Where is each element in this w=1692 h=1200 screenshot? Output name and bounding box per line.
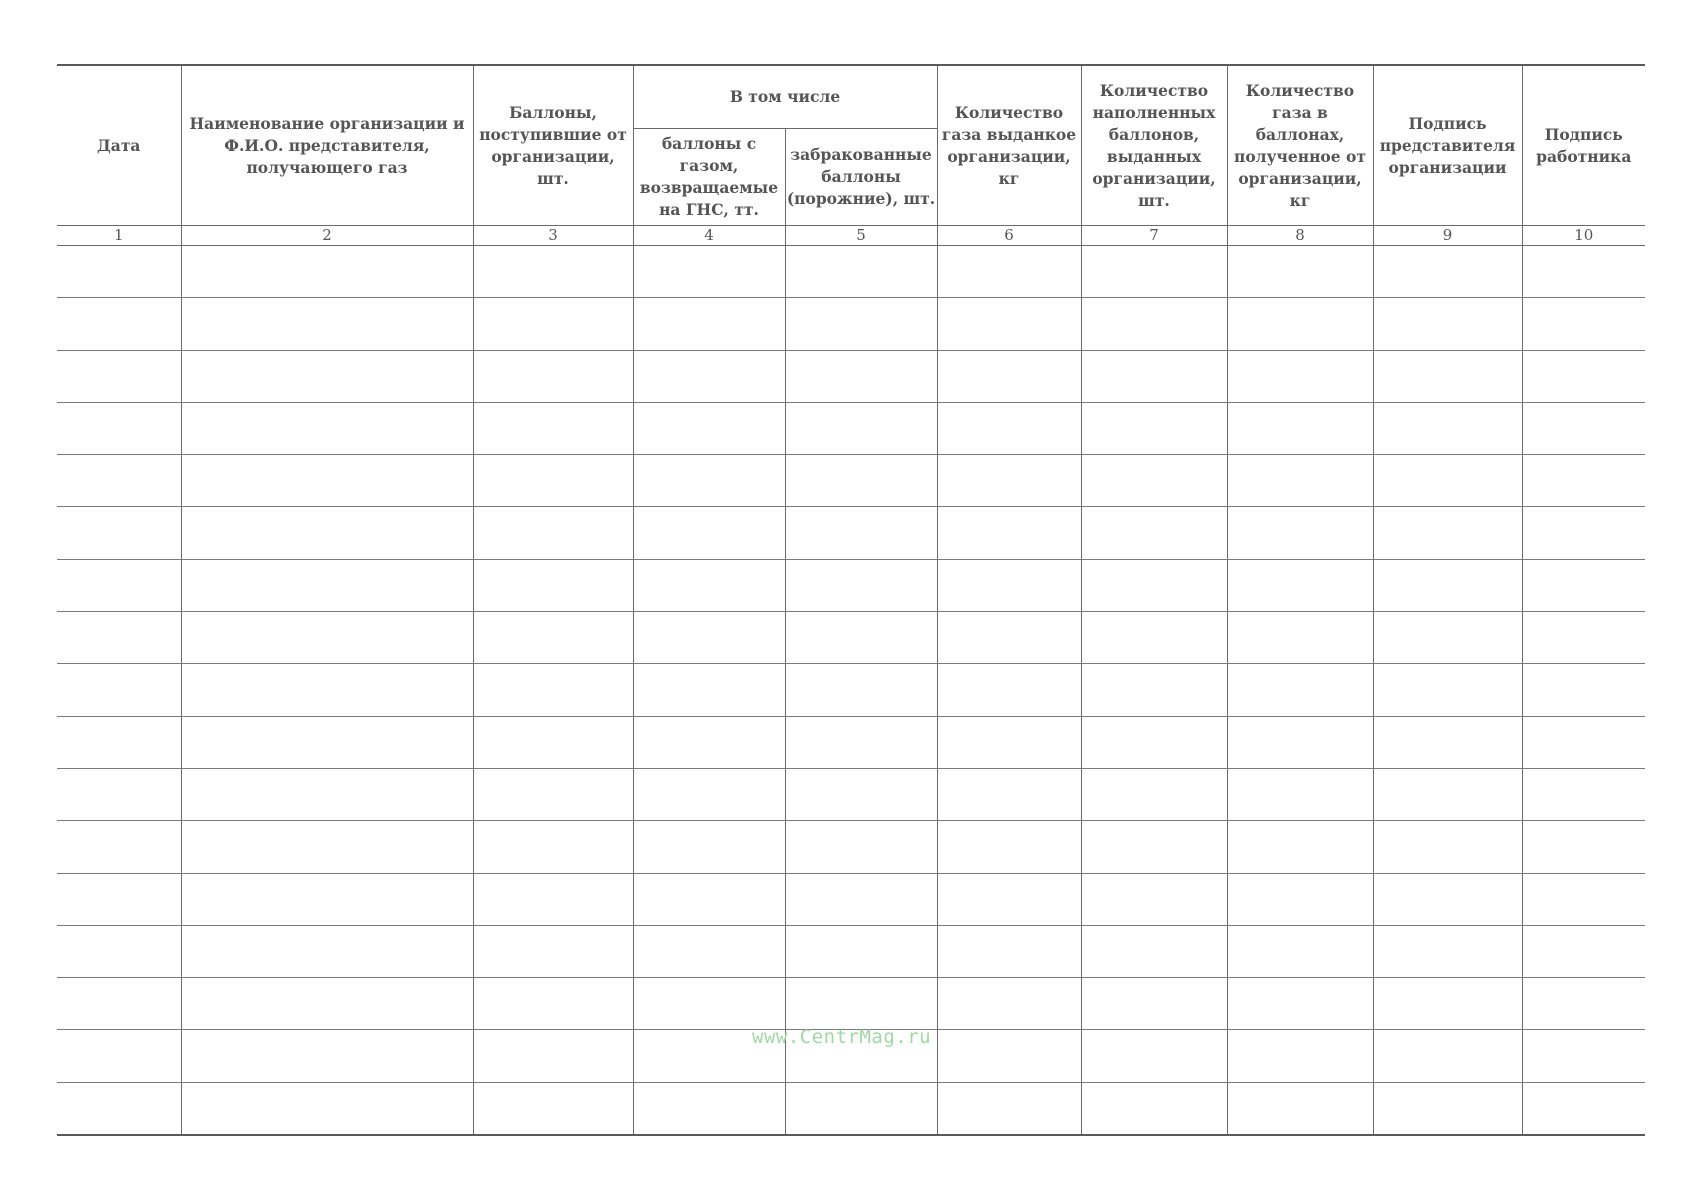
column-number: 9	[1373, 226, 1522, 246]
table-cell[interactable]	[1227, 925, 1373, 977]
table-cell[interactable]	[1081, 873, 1227, 925]
table-cell[interactable]	[1522, 455, 1645, 507]
table-cell[interactable]	[1522, 978, 1645, 1030]
table-row	[57, 246, 1645, 298]
journal-table	[57, 64, 1645, 1136]
table-cell[interactable]	[57, 298, 181, 350]
table-cell[interactable]	[181, 1030, 473, 1082]
table-cell[interactable]	[937, 664, 1081, 716]
table-cell[interactable]	[633, 507, 785, 559]
table-cell[interactable]	[1522, 402, 1645, 454]
table-row	[57, 402, 1645, 454]
table-cell[interactable]	[57, 768, 181, 820]
table-cell[interactable]	[785, 716, 937, 768]
header-row	[57, 65, 1645, 129]
table-cell[interactable]	[181, 768, 473, 820]
table-cell[interactable]	[633, 559, 785, 611]
column-number-row	[57, 226, 1645, 246]
column-number: 1	[57, 226, 181, 246]
table-cell[interactable]	[937, 978, 1081, 1030]
table-cell[interactable]	[181, 455, 473, 507]
table-cell[interactable]	[785, 768, 937, 820]
table-cell[interactable]	[473, 664, 633, 716]
table-cell[interactable]	[785, 246, 937, 298]
table-row	[57, 978, 1645, 1030]
table-cell[interactable]	[57, 978, 181, 1030]
table-cell[interactable]	[1522, 1082, 1645, 1135]
table-cell[interactable]	[633, 402, 785, 454]
table-cell[interactable]	[473, 768, 633, 820]
table-cell[interactable]	[57, 1082, 181, 1135]
table-cell[interactable]	[57, 402, 181, 454]
table-cell[interactable]	[1227, 402, 1373, 454]
table-cell[interactable]	[181, 978, 473, 1030]
column-number: 3	[473, 226, 633, 246]
table-cell[interactable]	[1081, 925, 1227, 977]
table-cell[interactable]	[473, 559, 633, 611]
table-cell[interactable]	[633, 350, 785, 402]
table-cell[interactable]	[57, 455, 181, 507]
table-cell[interactable]	[1081, 821, 1227, 873]
table-cell[interactable]	[57, 612, 181, 664]
table-cell[interactable]	[1373, 350, 1522, 402]
table-cell[interactable]	[181, 350, 473, 402]
table-cell[interactable]	[785, 821, 937, 873]
table-cell[interactable]	[1522, 559, 1645, 611]
table-cell[interactable]	[633, 768, 785, 820]
table-cell[interactable]	[57, 716, 181, 768]
header-including: В том числе	[633, 65, 937, 129]
table-cell[interactable]	[937, 1082, 1081, 1135]
table-cell[interactable]	[1081, 978, 1227, 1030]
table-cell[interactable]	[785, 298, 937, 350]
table-cell[interactable]	[181, 246, 473, 298]
header-filled-cylinders-issued: Количество наполненных баллонов, выданных организации, шт.	[1081, 65, 1227, 226]
table-cell[interactable]	[937, 455, 1081, 507]
table-cell[interactable]	[181, 925, 473, 977]
header-date: Дата	[57, 65, 181, 226]
table-cell[interactable]	[473, 246, 633, 298]
table-cell[interactable]	[785, 402, 937, 454]
table-cell[interactable]	[1081, 455, 1227, 507]
table-cell[interactable]	[57, 1030, 181, 1082]
table-cell[interactable]	[633, 925, 785, 977]
table-cell[interactable]	[181, 298, 473, 350]
table-row	[57, 350, 1645, 402]
table-cell[interactable]	[1522, 612, 1645, 664]
table-cell[interactable]	[633, 664, 785, 716]
table-cell[interactable]	[57, 821, 181, 873]
table-cell[interactable]	[57, 664, 181, 716]
table-cell[interactable]	[473, 716, 633, 768]
table-cell[interactable]	[1081, 559, 1227, 611]
table-cell[interactable]	[937, 559, 1081, 611]
table-row	[57, 821, 1645, 873]
table-cell[interactable]	[633, 298, 785, 350]
table-cell[interactable]	[785, 664, 937, 716]
table-cell[interactable]	[633, 455, 785, 507]
table-cell[interactable]	[937, 298, 1081, 350]
table-row	[57, 1082, 1645, 1135]
table-cell[interactable]	[633, 246, 785, 298]
column-number: 10	[1522, 226, 1645, 246]
table-cell[interactable]	[1227, 507, 1373, 559]
table-cell[interactable]	[181, 1082, 473, 1135]
table-row	[57, 768, 1645, 820]
table-cell[interactable]	[1227, 612, 1373, 664]
table-cell[interactable]	[785, 350, 937, 402]
table-cell[interactable]	[1373, 455, 1522, 507]
table-cell[interactable]	[1373, 1082, 1522, 1135]
table-cell[interactable]	[1522, 507, 1645, 559]
table-cell[interactable]	[1081, 246, 1227, 298]
table-cell[interactable]	[1522, 246, 1645, 298]
table-cell[interactable]	[785, 925, 937, 977]
table-cell[interactable]	[473, 925, 633, 977]
table-cell[interactable]	[1081, 402, 1227, 454]
table-cell[interactable]	[57, 559, 181, 611]
column-number: 7	[1081, 226, 1227, 246]
table-cell[interactable]	[473, 873, 633, 925]
table-cell[interactable]	[1081, 298, 1227, 350]
table-cell[interactable]	[937, 873, 1081, 925]
table-cell[interactable]	[1227, 350, 1373, 402]
table-cell[interactable]	[473, 821, 633, 873]
table-cell[interactable]	[937, 716, 1081, 768]
table-cell[interactable]	[1081, 612, 1227, 664]
table-cell[interactable]	[1373, 664, 1522, 716]
table-cell[interactable]	[57, 246, 181, 298]
header-gas-received: Количество газа в баллонах, полученное от организации, кг	[1227, 65, 1373, 226]
table-cell[interactable]	[785, 507, 937, 559]
table-cell[interactable]	[937, 925, 1081, 977]
table-cell[interactable]	[1227, 1030, 1373, 1082]
table-cell[interactable]	[1373, 1030, 1522, 1082]
table-cell[interactable]	[1522, 925, 1645, 977]
table-cell[interactable]	[1081, 716, 1227, 768]
table-cell[interactable]	[1373, 716, 1522, 768]
table-cell[interactable]	[1373, 612, 1522, 664]
table-cell[interactable]	[1081, 1082, 1227, 1135]
table-cell[interactable]	[181, 402, 473, 454]
table-cell[interactable]	[937, 350, 1081, 402]
table-cell[interactable]	[1373, 507, 1522, 559]
table-cell[interactable]	[473, 612, 633, 664]
header-rejected: забракованные баллоны (порожние), шт.	[785, 129, 937, 226]
table-cell[interactable]	[473, 298, 633, 350]
journal-form	[57, 64, 1645, 1136]
table-row	[57, 298, 1645, 350]
table-cell[interactable]	[1227, 1082, 1373, 1135]
table-cell[interactable]	[1522, 350, 1645, 402]
table-cell[interactable]	[181, 716, 473, 768]
table-cell[interactable]	[1227, 821, 1373, 873]
table-cell[interactable]	[57, 873, 181, 925]
table-cell[interactable]	[633, 1082, 785, 1135]
header-rep-signature: Подпись представителя организации	[1373, 65, 1522, 226]
table-cell[interactable]	[1522, 664, 1645, 716]
table-row	[57, 455, 1645, 507]
table-row	[57, 873, 1645, 925]
table-row	[57, 612, 1645, 664]
table-cell[interactable]	[473, 978, 633, 1030]
table-cell[interactable]	[1522, 298, 1645, 350]
table-cell[interactable]	[785, 873, 937, 925]
table-cell[interactable]	[937, 246, 1081, 298]
table-cell[interactable]	[181, 821, 473, 873]
header-gas-issued: Количество газа выданкое организации, кг	[937, 65, 1081, 226]
table-cell[interactable]	[1373, 925, 1522, 977]
column-number: 4	[633, 226, 785, 246]
header-worker-signature: Подпись работника	[1522, 65, 1645, 226]
table-cell[interactable]	[1522, 873, 1645, 925]
table-cell[interactable]	[785, 1082, 937, 1135]
table-cell[interactable]	[473, 402, 633, 454]
table-cell[interactable]	[181, 559, 473, 611]
table-cell[interactable]	[937, 1030, 1081, 1082]
header-received-cylinders: Баллоны, поступившие от организации, шт.	[473, 65, 633, 226]
table-cell[interactable]	[1227, 978, 1373, 1030]
column-number: 2	[181, 226, 473, 246]
table-cell[interactable]	[1373, 873, 1522, 925]
table-cell[interactable]	[633, 873, 785, 925]
table-cell[interactable]	[1373, 821, 1522, 873]
table-cell[interactable]	[181, 612, 473, 664]
table-cell[interactable]	[1373, 978, 1522, 1030]
table-cell[interactable]	[633, 716, 785, 768]
table-row	[57, 716, 1645, 768]
table-cell[interactable]	[633, 821, 785, 873]
table-cell[interactable]	[785, 455, 937, 507]
table-cell[interactable]	[1081, 1030, 1227, 1082]
table-cell[interactable]	[1227, 873, 1373, 925]
table-cell[interactable]	[1227, 559, 1373, 611]
table-cell[interactable]	[57, 507, 181, 559]
table-cell[interactable]	[1373, 768, 1522, 820]
table-cell[interactable]	[473, 1030, 633, 1082]
table-cell[interactable]	[1081, 664, 1227, 716]
table-cell[interactable]	[473, 455, 633, 507]
table-cell[interactable]	[937, 768, 1081, 820]
table-cell[interactable]	[1227, 664, 1373, 716]
table-cell[interactable]	[1373, 246, 1522, 298]
table-cell[interactable]	[633, 612, 785, 664]
table-cell[interactable]	[1373, 559, 1522, 611]
table-cell[interactable]	[1227, 246, 1373, 298]
table-cell[interactable]	[785, 978, 937, 1030]
table-cell[interactable]	[1227, 455, 1373, 507]
column-number: 5	[785, 226, 937, 246]
table-cell[interactable]	[1227, 298, 1373, 350]
table-cell[interactable]	[1081, 768, 1227, 820]
table-cell[interactable]	[57, 925, 181, 977]
table-row	[57, 925, 1645, 977]
table-cell[interactable]	[181, 664, 473, 716]
table-row	[57, 507, 1645, 559]
table-cell[interactable]	[473, 507, 633, 559]
watermark: www.CentrMag.ru	[752, 1026, 932, 1048]
table-cell[interactable]	[1522, 821, 1645, 873]
column-number: 8	[1227, 226, 1373, 246]
table-cell[interactable]	[181, 507, 473, 559]
table-cell[interactable]	[1522, 716, 1645, 768]
table-cell[interactable]	[1081, 350, 1227, 402]
table-cell[interactable]	[937, 821, 1081, 873]
table-cell[interactable]	[57, 350, 181, 402]
header-with-gas: баллоны с газом, возвращаемые на ГНС, тт.	[633, 129, 785, 226]
table-cell[interactable]	[633, 978, 785, 1030]
column-number: 6	[937, 226, 1081, 246]
table-cell[interactable]	[181, 873, 473, 925]
table-cell[interactable]	[937, 612, 1081, 664]
table-cell[interactable]	[1227, 716, 1373, 768]
table-cell[interactable]	[1081, 507, 1227, 559]
table-cell[interactable]	[473, 350, 633, 402]
table-cell[interactable]	[937, 507, 1081, 559]
table-cell[interactable]	[473, 1082, 633, 1135]
table-cell[interactable]	[1373, 298, 1522, 350]
table-row	[57, 664, 1645, 716]
table-cell[interactable]	[785, 612, 937, 664]
table-cell[interactable]	[1522, 768, 1645, 820]
table-row	[57, 559, 1645, 611]
table-cell[interactable]	[1522, 1030, 1645, 1082]
header-org-name: Наименование организации и Ф.И.О. представителя, получающего газ	[181, 65, 473, 226]
table-cell[interactable]	[1227, 768, 1373, 820]
table-cell[interactable]	[1373, 402, 1522, 454]
table-cell[interactable]	[785, 559, 937, 611]
table-cell[interactable]	[937, 402, 1081, 454]
